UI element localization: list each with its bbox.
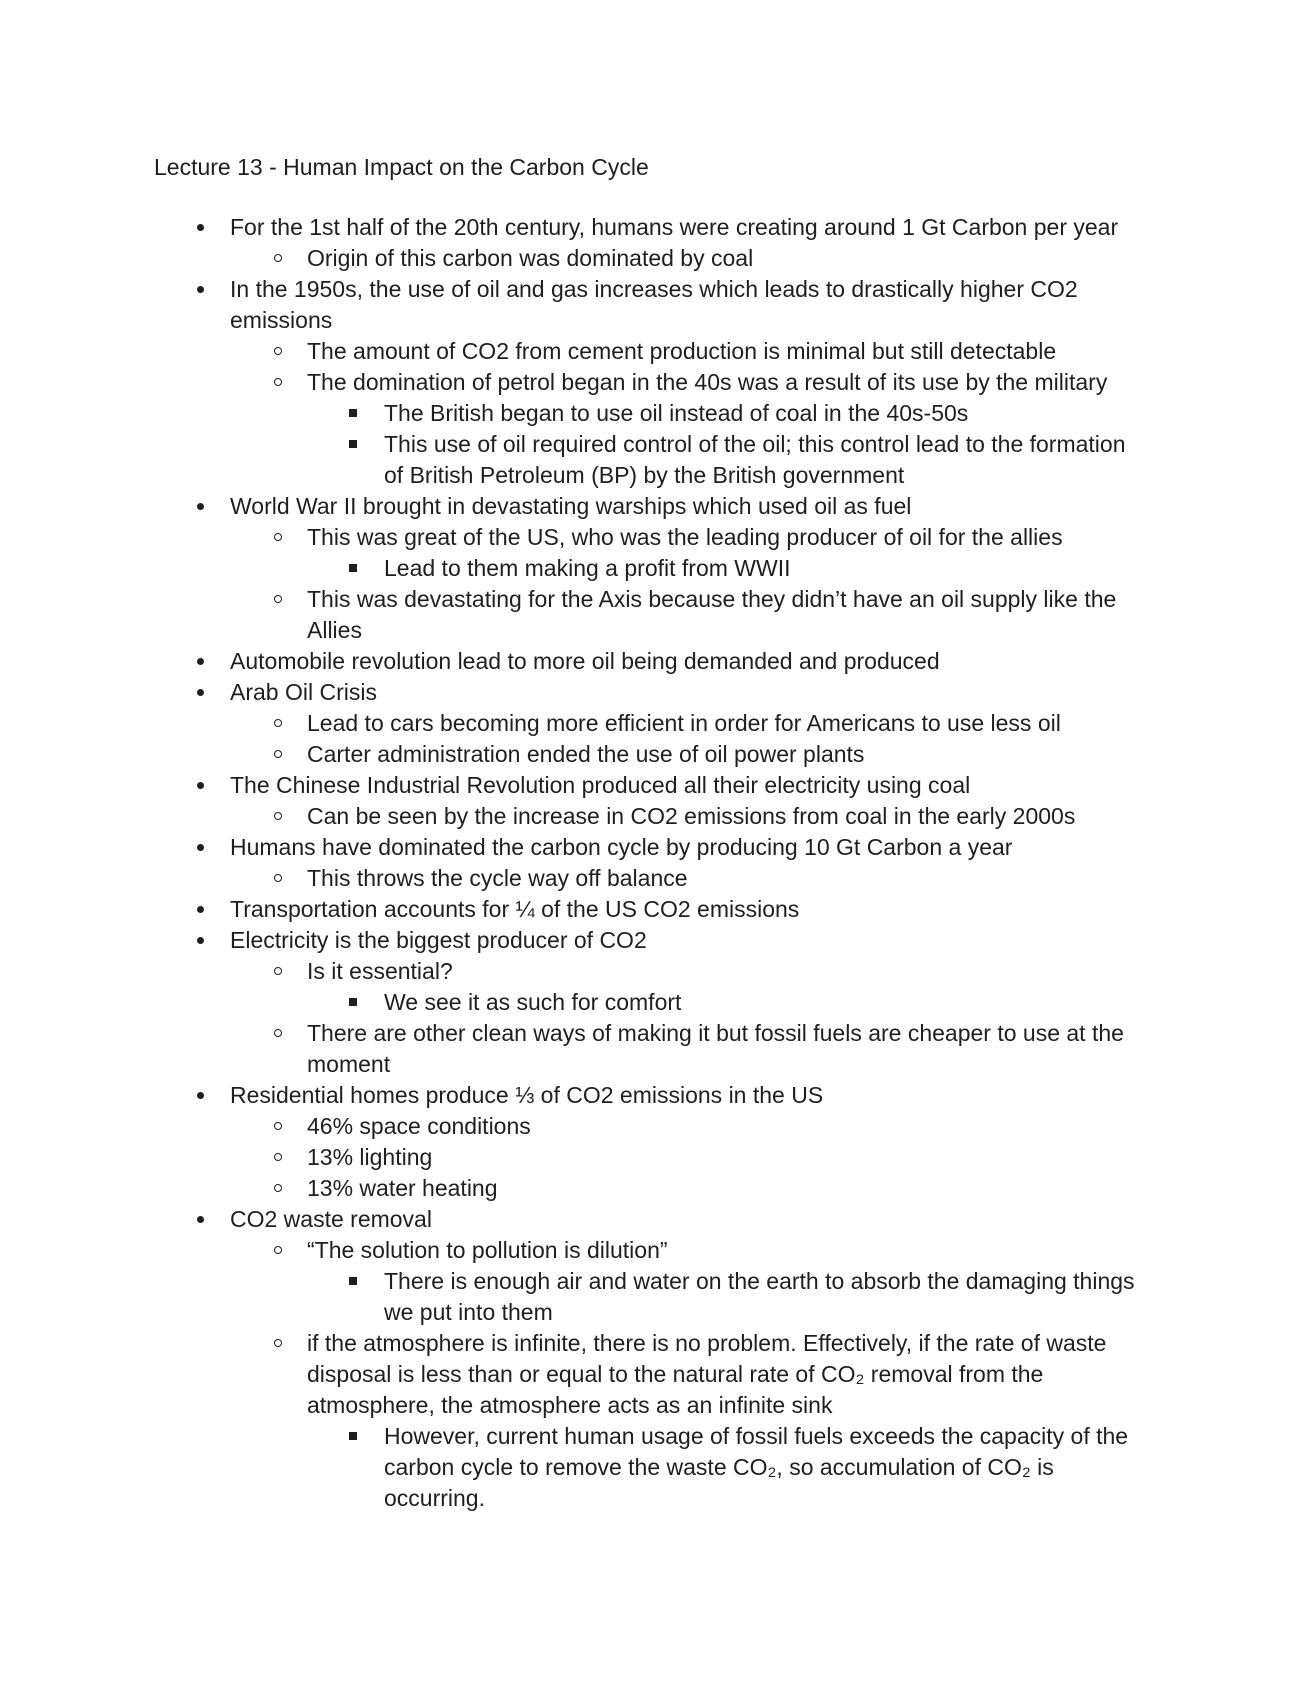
list-item-text: World War II brought in devastating warships which used oil as fuel xyxy=(230,491,1150,522)
sub-list-item xyxy=(307,1142,1150,1173)
list-item-text: The Chinese Industrial Revolution produced all their electricity using coal xyxy=(230,770,1150,801)
sub-sub-list xyxy=(384,553,1150,584)
sub-list-item xyxy=(307,243,1150,274)
sub-list xyxy=(307,1235,1150,1514)
sub-sub-list xyxy=(384,398,1150,491)
sub-list-item-text: Origin of this carbon was dominated by coal xyxy=(307,243,1150,274)
sub-list-item xyxy=(307,956,1150,1018)
sub-sub-list-item-text: There is enough air and water on the earth to absorb the damaging things we put into them xyxy=(384,1266,1150,1328)
sub-list-item-text: 46% space conditions xyxy=(307,1111,1150,1142)
sub-list-item-text: 13% water heating xyxy=(307,1173,1150,1204)
list-item xyxy=(230,832,1150,894)
sub-list-item-text: This was devastating for the Axis because they didn’t have an oil supply like the Allies xyxy=(307,584,1150,646)
sub-list-item-text: This was great of the US, who was the leading producer of oil for the allies xyxy=(307,522,1150,553)
list-item-text: Transportation accounts for ¼ of the US CO2 emissions xyxy=(230,894,1150,925)
sub-sub-list-item xyxy=(384,429,1150,491)
list-item-text: For the 1st half of the 20th century, humans were creating around 1 Gt Carbon per year xyxy=(230,212,1150,243)
sub-list xyxy=(307,522,1150,646)
list-item xyxy=(230,1204,1150,1514)
sub-list xyxy=(307,863,1150,894)
list-item xyxy=(230,770,1150,832)
list-item xyxy=(230,1080,1150,1204)
sub-list xyxy=(307,956,1150,1080)
sub-sub-list-item xyxy=(384,1421,1150,1514)
sub-list-item-text: Can be seen by the increase in CO2 emissions from coal in the early 2000s xyxy=(307,801,1150,832)
list-item-text: In the 1950s, the use of oil and gas increases which leads to drastically higher CO2 emissions xyxy=(230,274,1150,336)
sub-sub-list-item-text: Lead to them making a profit from WWII xyxy=(384,553,1150,584)
sub-list-item xyxy=(307,801,1150,832)
sub-list-item xyxy=(307,1018,1150,1080)
sub-sub-list-item-text: This use of oil required control of the oil; this control lead to the formation of British Petroleum (BP) by the British government xyxy=(384,429,1150,491)
list-item xyxy=(230,274,1150,491)
notes-list xyxy=(230,212,1150,1514)
list-item-text: Electricity is the biggest producer of CO2 xyxy=(230,925,1150,956)
list-item-text: Humans have dominated the carbon cycle by producing 10 Gt Carbon a year xyxy=(230,832,1150,863)
list-item xyxy=(230,646,1150,677)
list-item xyxy=(230,925,1150,1080)
list-item-text: CO2 waste removal xyxy=(230,1204,1150,1235)
sub-sub-list-item xyxy=(384,1266,1150,1328)
list-item-text: Residential homes produce ⅓ of CO2 emissions in the US xyxy=(230,1080,1150,1111)
sub-list xyxy=(307,336,1150,491)
list-item xyxy=(230,894,1150,925)
sub-list xyxy=(307,1111,1150,1204)
sub-list-item-text: 13% lighting xyxy=(307,1142,1150,1173)
sub-sub-list-item xyxy=(384,987,1150,1018)
sub-list-item xyxy=(307,1173,1150,1204)
sub-sub-list-item-text: We see it as such for comfort xyxy=(384,987,1150,1018)
sub-list-item xyxy=(307,739,1150,770)
sub-sub-list xyxy=(384,987,1150,1018)
sub-list-item-text: Carter administration ended the use of oil power plants xyxy=(307,739,1150,770)
sub-sub-list-item-text: However, current human usage of fossil fuels exceeds the capacity of the carbon cycle to remove the waste CO₂, so accumulation of CO₂ is occurring. xyxy=(384,1421,1150,1514)
sub-sub-list-item xyxy=(384,553,1150,584)
list-item xyxy=(230,491,1150,646)
sub-list-item-text: The amount of CO2 from cement production is minimal but still detectable xyxy=(307,336,1150,367)
sub-list xyxy=(307,801,1150,832)
sub-list xyxy=(307,243,1150,274)
list-item-text: Arab Oil Crisis xyxy=(230,677,1150,708)
sub-sub-list xyxy=(384,1421,1150,1514)
sub-list-item xyxy=(307,584,1150,646)
sub-sub-list xyxy=(384,1266,1150,1328)
sub-list-item xyxy=(307,336,1150,367)
sub-list-item xyxy=(307,522,1150,584)
sub-list-item-text: Lead to cars becoming more efficient in order for Americans to use less oil xyxy=(307,708,1150,739)
sub-list-item xyxy=(307,367,1150,491)
list-item-text: Automobile revolution lead to more oil being demanded and produced xyxy=(230,646,1150,677)
list-item xyxy=(230,677,1150,770)
sub-sub-list-item-text: The British began to use oil instead of coal in the 40s-50s xyxy=(384,398,1150,429)
list-item xyxy=(230,212,1150,274)
document-title: Lecture 13 - Human Impact on the Carbon Cycle xyxy=(154,154,649,180)
sub-list-item-text: The domination of petrol began in the 40s was a result of its use by the military xyxy=(307,367,1150,398)
sub-list-item xyxy=(307,863,1150,894)
sub-list-item xyxy=(307,1328,1150,1514)
sub-list-item xyxy=(307,708,1150,739)
sub-list-item-text: There are other clean ways of making it but fossil fuels are cheaper to use at the moment xyxy=(307,1018,1150,1080)
sub-list-item-text: “The solution to pollution is dilution” xyxy=(307,1235,1150,1266)
sub-list-item xyxy=(307,1235,1150,1328)
sub-list-item-text: Is it essential? xyxy=(307,956,1150,987)
sub-sub-list-item xyxy=(384,398,1150,429)
sub-list-item xyxy=(307,1111,1150,1142)
sub-list-item-text: This throws the cycle way off balance xyxy=(307,863,1150,894)
sub-list xyxy=(307,708,1150,770)
sub-list-item-text: if the atmosphere is infinite, there is no problem. Effectively, if the rate of waste disposal is less than or equal to the natural rate of CO₂ removal from the atmosphere, the atmosphere acts as an infinite sink xyxy=(307,1328,1150,1421)
